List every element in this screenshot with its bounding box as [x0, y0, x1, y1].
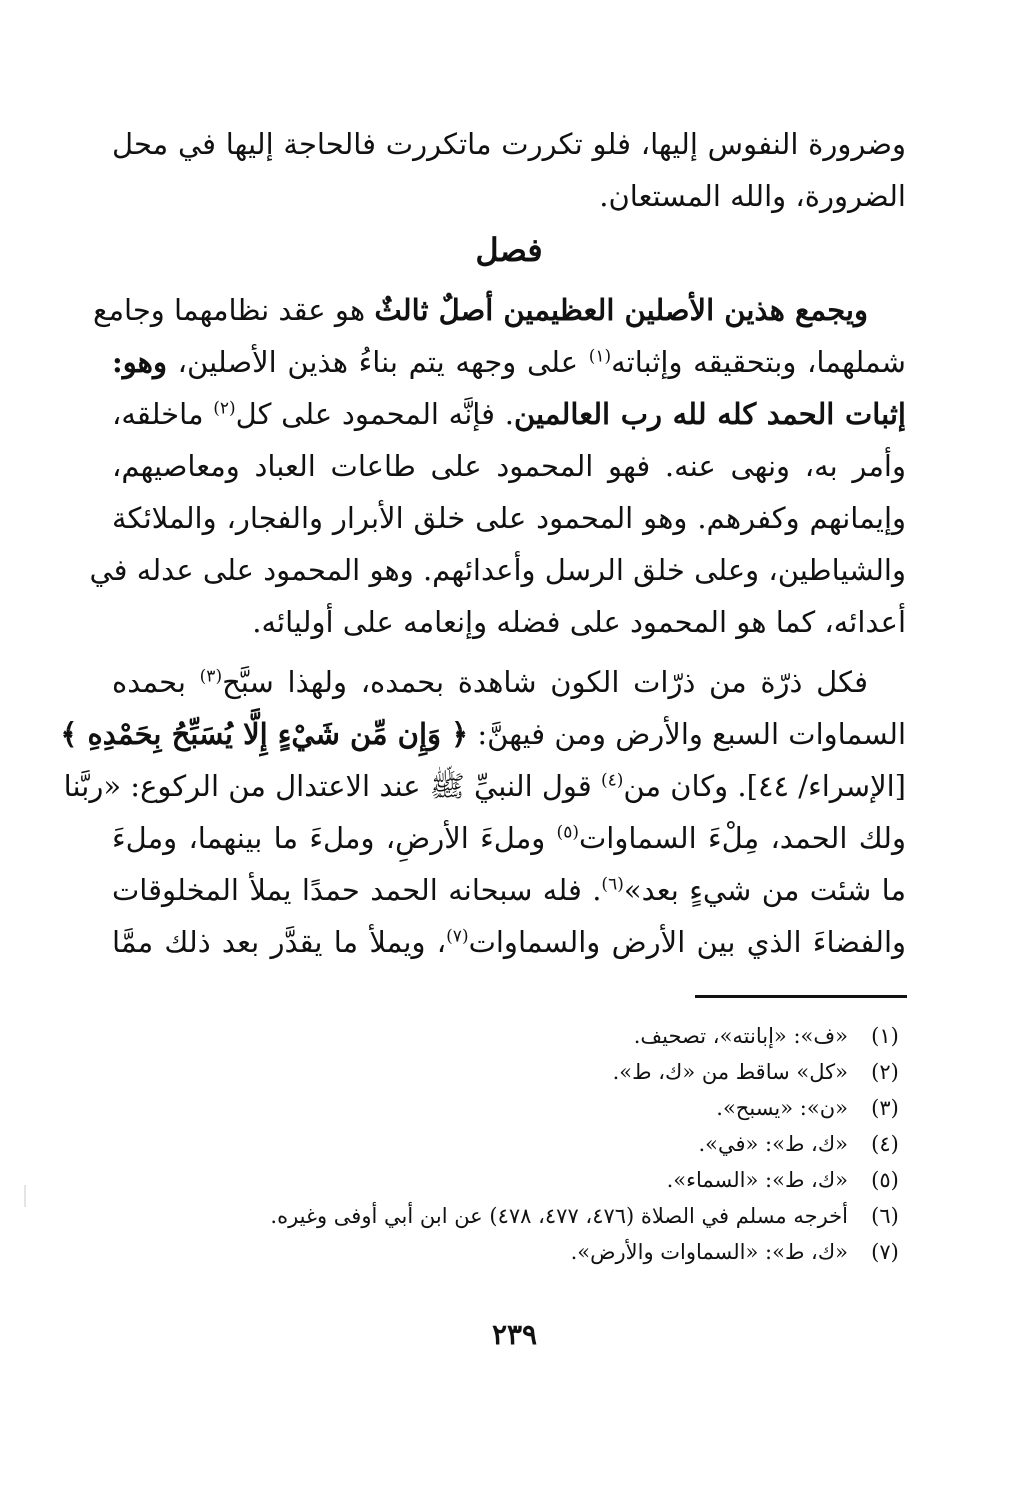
text-run: ما شئت من شيءٍ بعد» [623, 873, 907, 907]
third-paragraph [60, 656, 907, 968]
text-line [112, 388, 906, 440]
bold-phrase: ويجمع هذين الأصلين العظيمين أصلٌ ثالثٌ [374, 293, 868, 327]
bold-phrase: وهو: [112, 345, 167, 379]
quran-verse: ﴿ وَإِن مِّن شَيْءٍ إِلَّا يُسَبِّحُ بِحَمْدِهِ ﴾ [60, 717, 469, 751]
footnote-number: (٧) [871, 1240, 899, 1264]
section-heading: فصل [475, 231, 543, 269]
text-run: ولك الحمد، مِلْءَ السماوات [578, 821, 906, 855]
text-run: وملءَ الأرضِ، وملءَ ما بينهما، وملءَ [112, 821, 557, 855]
text-run: بحمده [112, 665, 200, 699]
text-line: والشياطين، وعلى خلق الرسل وأعدائهم. وهو المحمود على عدله في [89, 553, 906, 587]
text-run: السماوات السبع والأرض ومن فيهنَّ: [468, 717, 906, 751]
text-run: . فإنَّه المحمود على كل [235, 397, 514, 431]
footnote-text: «ك، ط»: «السماوات والأرض». [570, 1240, 848, 1264]
text-run: قول النبيِّ ﷺ عند الاعتدال من الركوع: «ربَّنا [63, 769, 601, 803]
text-line: وأمر به، ونهى عنه. فهو المحمود على طاعات العباد ومعاصيهم، [112, 449, 906, 483]
page-number: ٢٣٩ [491, 1318, 538, 1351]
text-line: الضرورة، والله المستعان. [599, 179, 906, 213]
footnote-ref[interactable]: (٣) [199, 666, 223, 687]
text-run: هو عقد نظامهما وجامع [93, 293, 375, 327]
footnote-divider [695, 995, 907, 998]
text-line [112, 336, 906, 388]
footnote-text: أخرجه مسلم في الصلاة (٤٧٦، ٤٧٧، ٤٧٨) عن ابن أبي أوفى وغيره. [270, 1204, 848, 1228]
footnote-item [112, 1090, 906, 1126]
footnote-ref[interactable]: (٤) [600, 770, 624, 791]
text-line [112, 864, 906, 916]
footnote-item [112, 1162, 906, 1198]
footnote-text: «ن»: «يسبح». [716, 1096, 848, 1120]
text-line [93, 284, 906, 336]
footnote-ref[interactable]: (١) [588, 346, 612, 367]
footnote-item [112, 1126, 906, 1162]
text-line [63, 760, 906, 812]
footnote-item [112, 1018, 906, 1054]
footnote-ref[interactable]: (٦) [601, 874, 624, 895]
text-run: . فله سبحانه الحمد حمدًا يملأ المخلوقات [112, 873, 602, 907]
text-run: على وجهه يتم بناءُ هذين الأصلين، [166, 345, 589, 379]
text-line: وضرورة النفوس إليها، فلو تكررت ماتكررت فالحاجة إليها في محل [112, 127, 906, 161]
text-line: وإيمانهم وكفرهم. وهو المحمود على خلق الأبرار والفجار، والملائكة [112, 501, 906, 535]
intro-paragraph [112, 118, 906, 222]
footnote-item [112, 1054, 906, 1090]
text-line [112, 916, 906, 968]
footnote-number: (٢) [871, 1060, 899, 1084]
text-run: ، ويملأ ما يقدَّر بعد ذلك ممَّا [112, 925, 447, 959]
text-run: [الإسراء/ ٤٤]. وكان من [623, 769, 906, 803]
footnote-number: (١) [871, 1024, 899, 1048]
text-line [60, 708, 906, 760]
bold-phrase: إثبات الحمد كله لله رب العالمين [513, 397, 906, 431]
footnote-ref[interactable]: (٢) [213, 398, 236, 419]
footnote-text: «ك، ط»: «السماء». [666, 1168, 848, 1192]
text-line [112, 812, 906, 864]
footnote-text: «ك، ط»: «في». [698, 1132, 848, 1156]
text-run: والفضاءَ الذي بين الأرض والسماوات [468, 925, 907, 959]
text-run: فكل ذرّة من ذرّات الكون شاهدة بحمده، ولهذا سبَّح [222, 665, 868, 699]
text-run: شملهما، وبتحقيقه وإثباته [611, 345, 906, 379]
footnote-item [112, 1198, 906, 1234]
footnote-text: «ف»: «إبانته»، تصحيف. [633, 1024, 848, 1048]
text-run: ماخلقه، [112, 397, 214, 431]
footnote-text: «كل» ساقط من «ك، ط». [612, 1060, 848, 1084]
footnote-ref[interactable]: (٥) [556, 822, 579, 843]
text-line: أعدائه، كما هو المحمود على فضله وإنعامه على أوليائه. [252, 605, 906, 639]
section-paragraph [89, 284, 906, 648]
footnote-number: (٦) [871, 1204, 899, 1228]
footnote-ref[interactable]: (٧) [446, 926, 469, 947]
footnotes [112, 1018, 906, 1270]
footnote-number: (٣) [871, 1096, 899, 1120]
footnote-number: (٤) [871, 1132, 899, 1156]
text-line [112, 656, 906, 708]
footnote-item [112, 1234, 906, 1270]
main-text [60, 118, 907, 968]
scan-mark [24, 1185, 26, 1207]
footnote-number: (٥) [871, 1168, 899, 1192]
